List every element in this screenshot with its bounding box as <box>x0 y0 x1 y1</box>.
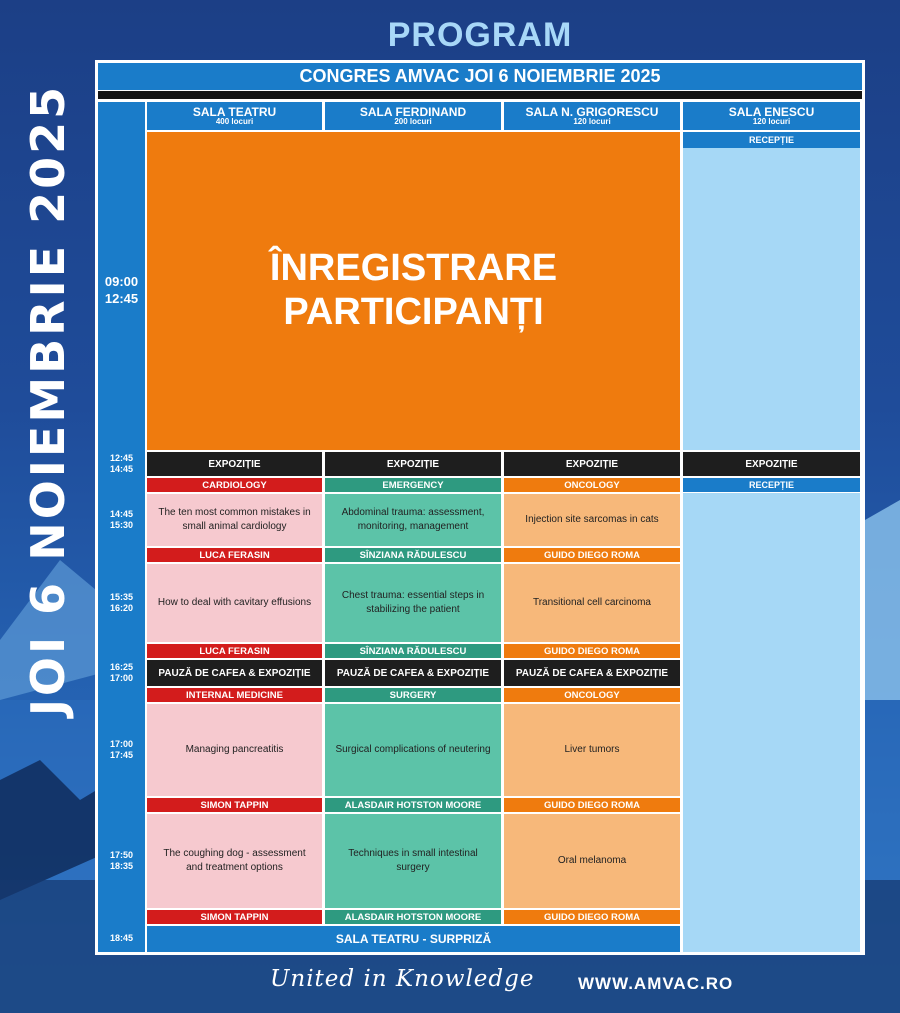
speaker-2-ferdinand: SÎNZIANA RĂDULESCU <box>325 644 501 658</box>
expo-enescu: EXPOZIȚIE <box>683 452 860 476</box>
speaker-4-teatru: SIMON TAPPIN <box>147 910 322 924</box>
speaker-2-teatru: LUCA FERASIN <box>147 644 322 658</box>
track-emergency: EMERGENCY <box>325 478 501 492</box>
time-end: 17:00 <box>109 673 134 683</box>
vertical-date-title <box>8 60 88 740</box>
talk-internal-medicine-1: Managing pancreatitis <box>147 704 322 796</box>
registration-block <box>147 132 680 450</box>
hall-capacity: 200 locuri <box>394 117 432 126</box>
enescu-reception-area-2 <box>683 493 860 952</box>
finale-bar: SALA TEATRU - SURPRIZĂ <box>147 926 680 952</box>
time-pause <box>98 660 145 686</box>
track-oncology-2: ONCOLOGY <box>504 688 680 702</box>
hall-name: SALA TEATRU <box>192 105 277 119</box>
footer-website-link[interactable]: WWW.AMVAC.RO <box>578 974 734 993</box>
time-session-3 <box>98 704 145 796</box>
talk-oncology-4: Oral melanoma <box>504 814 680 908</box>
time-start: 16:25 <box>109 661 134 672</box>
talk-surgery-1: Surgical complications of neutering <box>325 704 501 796</box>
enescu-reception-area <box>683 148 860 450</box>
hall-header-teatru <box>147 102 322 130</box>
time-end: 15:30 <box>109 520 134 530</box>
footer-tagline: United in Knowledge <box>270 966 535 992</box>
track-internal-medicine: INTERNAL MEDICINE <box>147 688 322 702</box>
time-session-4 <box>98 814 145 908</box>
time-start: 12:45 <box>109 452 134 463</box>
pause-teatru: PAUZĂ DE CAFEA & EXPOZIȚIE <box>147 660 322 686</box>
registration-line2: PARTICIPANȚI <box>283 291 544 333</box>
speaker-4-ferdinand: ALASDAIR HOTSTON MOORE <box>325 910 501 924</box>
time-session-2 <box>98 564 145 642</box>
time-session-1 <box>98 494 145 546</box>
time-start: 17:50 <box>109 849 134 860</box>
program-title: PROGRAM <box>387 16 573 54</box>
talk-cardiology-2: How to deal with cavitary effusions <box>147 564 322 642</box>
time-start: 15:35 <box>109 591 134 602</box>
hall-header-enescu <box>683 102 860 130</box>
time-start: 14:45 <box>109 508 134 519</box>
hall-name: SALA N. GRIGORESCU <box>525 105 659 119</box>
expo-grigorescu: EXPOZIȚIE <box>504 452 680 476</box>
talk-cardiology-1: The ten most common mistakes in small animal cardiology <box>147 494 322 546</box>
pause-grigorescu: PAUZĂ DE CAFEA & EXPOZIȚIE <box>504 660 680 686</box>
talk-oncology-3: Liver tumors <box>504 704 680 796</box>
time-start: 09:00 <box>104 274 139 290</box>
speaker-3-grigorescu: GUIDO DIEGO ROMA <box>504 798 680 812</box>
talk-oncology-2: Transitional cell carcinoma <box>504 564 680 642</box>
hall-capacity: 120 locuri <box>752 117 791 126</box>
receptie-label-2: RECEPȚIE <box>683 478 860 492</box>
time-end: 18:35 <box>109 861 134 871</box>
time-finale: 18:45 <box>109 933 134 944</box>
registration-line1: ÎNREGISTRARE <box>269 247 558 290</box>
receptie-label: RECEPȚIE <box>683 132 860 148</box>
track-oncology: ONCOLOGY <box>504 478 680 492</box>
hall-header-ferdinand <box>325 102 501 130</box>
time-expo <box>98 452 145 476</box>
divider <box>98 91 862 99</box>
talk-emergency-1: Abdominal trauma: assessment, monitoring, management <box>325 494 501 546</box>
hall-name: SALA FERDINAND <box>359 105 467 119</box>
talk-oncology-1: Injection site sarcomas in cats <box>504 494 680 546</box>
time-start: 17:00 <box>109 738 134 749</box>
speaker-1-grigorescu: GUIDO DIEGO ROMA <box>504 548 680 562</box>
time-end: 16:20 <box>109 603 134 613</box>
time-end: 17:45 <box>109 750 134 760</box>
expo-ferdinand: EXPOZIȚIE <box>325 452 501 476</box>
speaker-2-grigorescu: GUIDO DIEGO ROMA <box>504 644 680 658</box>
hall-capacity: 400 locuri <box>215 117 254 126</box>
vertical-date-text: JOI 6 NOIEMBRIE 2025 <box>21 83 76 717</box>
time-end: 12:45 <box>104 291 139 306</box>
hall-capacity: 120 locuri <box>573 117 611 126</box>
speaker-4-grigorescu: GUIDO DIEGO ROMA <box>504 910 680 924</box>
track-cardiology: CARDIOLOGY <box>147 478 322 492</box>
speaker-3-teatru: SIMON TAPPIN <box>147 798 322 812</box>
hall-header-grigorescu <box>504 102 680 130</box>
hall-name: SALA ENESCU <box>728 105 815 119</box>
talk-internal-medicine-2: The coughing dog - assessment and treatment options <box>147 814 322 908</box>
speaker-3-ferdinand: ALASDAIR HOTSTON MOORE <box>325 798 501 812</box>
track-surgery: SURGERY <box>325 688 501 702</box>
time-registration <box>98 132 145 450</box>
time-end: 14:45 <box>109 464 134 474</box>
speaker-1-ferdinand: SÎNZIANA RĂDULESCU <box>325 548 501 562</box>
talk-emergency-2: Chest trauma: essential steps in stabilizing the patient <box>325 564 501 642</box>
talk-surgery-2: Techniques in small intestinal surgery <box>325 814 501 908</box>
speaker-1-teatru: LUCA FERASIN <box>147 548 322 562</box>
expo-teatru: EXPOZIȚIE <box>147 452 322 476</box>
congress-title-bar: CONGRES AMVAC JOI 6 NOIEMBRIE 2025 <box>98 63 862 90</box>
pause-ferdinand: PAUZĂ DE CAFEA & EXPOZIȚIE <box>325 660 501 686</box>
schedule-board <box>95 60 865 955</box>
